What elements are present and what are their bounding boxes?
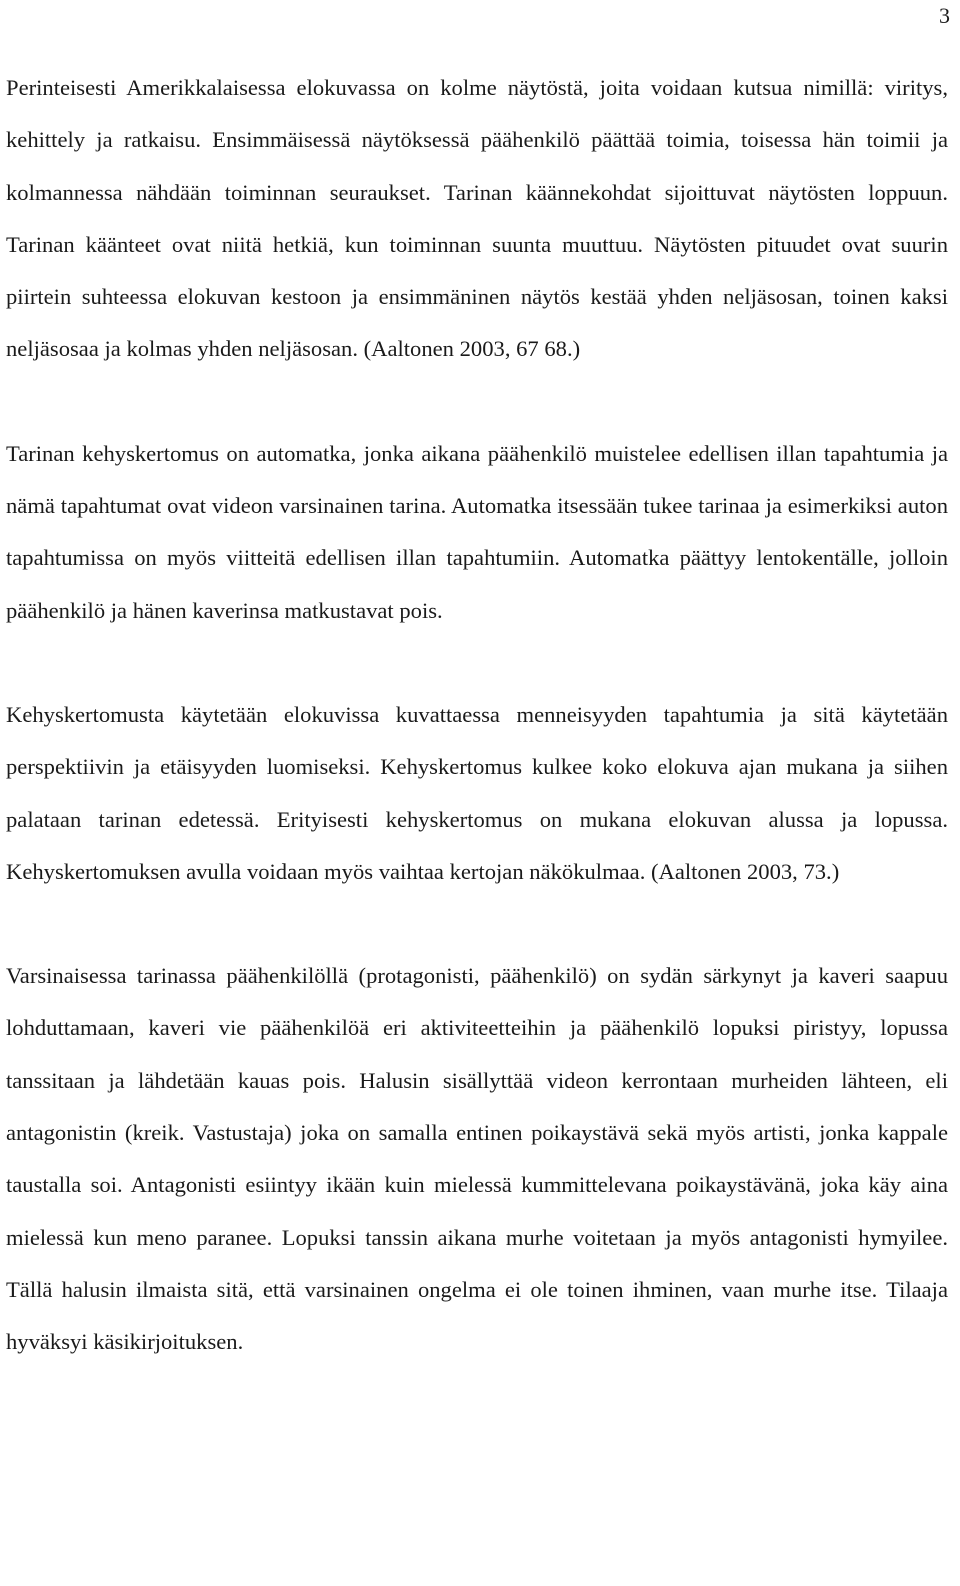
paragraph-main-story: Varsinaisessa tarinassa päähenkilöllä (protagonisti, päähenkilö) on sydän särkynyt ja kaveri saapuu lohduttamaan, kaveri vie päähenkilöä eri aktiviteetteihin ja päähenkilö lopuksi piristyy, lopussa tanssitaan ja lähdetään kauas pois. Halusin sisällyttää videon kerrontaan murheiden lähteen, eli antagonistin (kreik. Vastustaja) joka on samalla entinen poikaystävä sekä myös artisti, jonka kappale taustalla soi. Antagonisti esiintyy ikään kuin mielessä kummittelevana poikaystävänä, joka käy aina mielessä kun meno paranee. Lopuksi tanssin aikana murhe voitetaan ja myös antagonisti hymyilee. Tällä halusin ilmaista sitä, että varsinainen ongelma ei ole toinen ihminen, vaan murhe itse. Tilaaja hyväksyi käsikirjoituksen.	[6, 963, 948, 1355]
document-body	[6, 62, 948, 1369]
paragraph-frame-story-usage: Kehyskertomusta käytetään elokuvissa kuvattaessa menneisyyden tapahtumia ja sitä käytetään perspektiivin ja etäisyyden luomiseksi. Kehyskertomus kulkee koko elokuva ajan mukana ja siihen palataan tarinan edetessä. Erityisesti kehyskertomus on mukana elokuvan alussa ja lopussa. Kehyskertomuksen avulla voidaan myös vaihtaa kertojan näkökulmaa. (Aaltonen 2003, 73.)	[6, 701, 948, 884]
paragraph-frame-story: Tarinan kehyskertomus on automatka, jonka aikana päähenkilö muistelee edellisen illan tapahtumia ja nämä tapahtumat ovat videon varsinainen tarina. Automatka itsessään tukee tarinaa ja esimerkiksi auton tapahtumissa on myös viitteitä edellisen illan tapahtumiin. Automatka päättyy lentokentälle, jolloin päähenkilö ja hänen kaverinsa matkustavat pois.	[6, 440, 948, 623]
page-number: 3	[939, 3, 950, 28]
paragraph-three-act-structure: Perinteisesti Amerikkalaisessa elokuvassa on kolme näytöstä, joita voidaan kutsua nimillä: viritys, kehittely ja ratkaisu. Ensimmäisessä näytöksessä päähenkilö päättää toimia, toisessa hän toimii ja kolmannessa nähdään toiminnan seuraukset. Tarinan käännekohdat sijoittuvat näytösten loppuun. Tarinan käänteet ovat niitä hetkiä, kun toiminnan suunta muuttuu. Näytösten pituudet ovat suurin piirtein suhteessa elokuvan kestoon ja ensimmäninen näytös kestää yhden neljäsosan, toinen kaksi neljäsosaa ja kolmas yhden neljäsosan. (Aaltonen 2003, 67 68.)	[6, 75, 948, 362]
